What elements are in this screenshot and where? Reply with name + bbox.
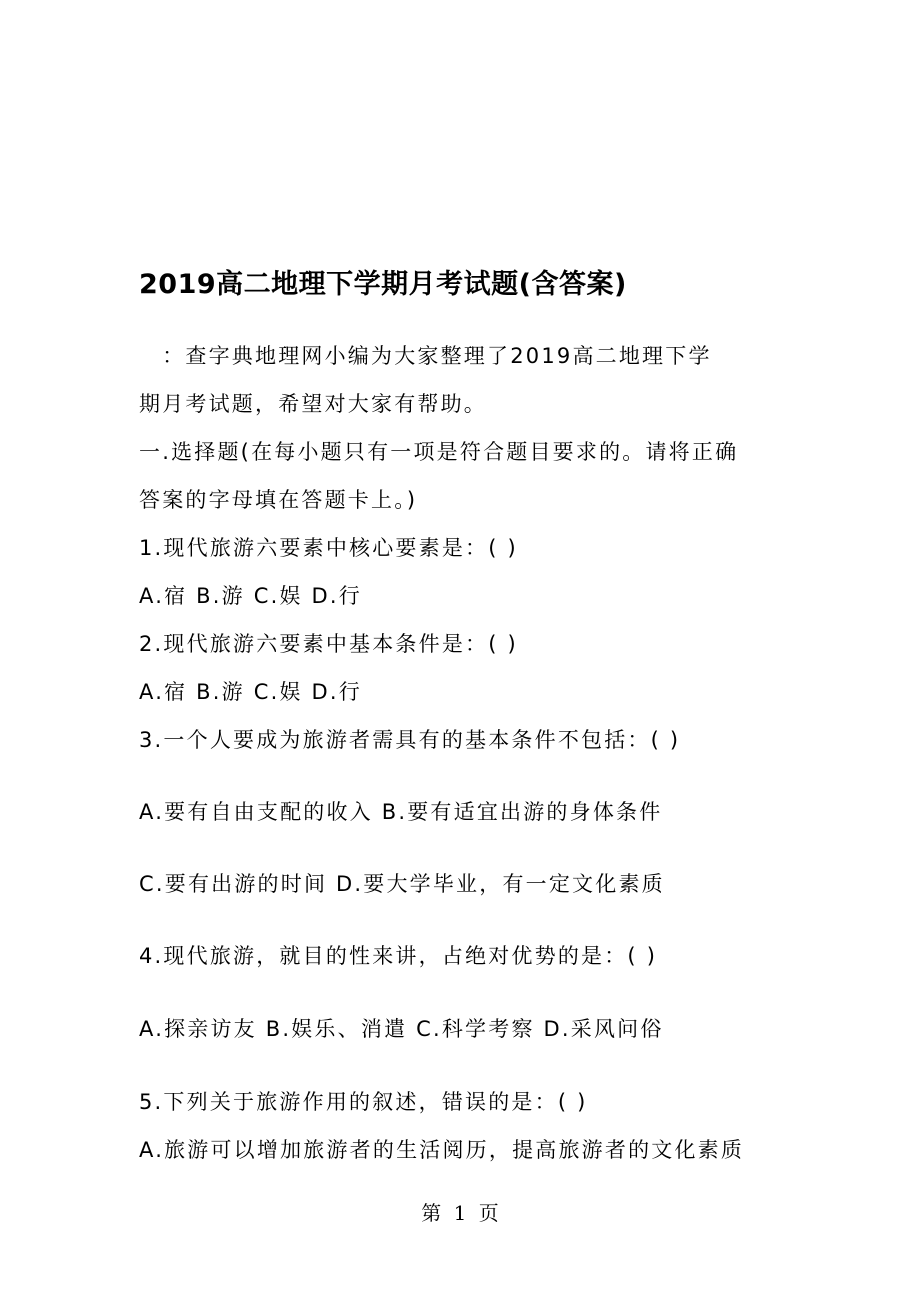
question-5-options: A.旅游可以增加旅游者的生活阅历，提高旅游者的文化素质 (139, 1138, 745, 1162)
question-4-stem: 4.现代旅游，就目的性来讲，占绝对优势的是：( ) (139, 944, 658, 968)
question-3-options-1: A.要有自由支配的收入 B.要有适宜出游的身体条件 (139, 800, 663, 824)
intro-line-2: 期月考试题，希望对大家有帮助。 (139, 392, 487, 416)
question-2-stem: 2.现代旅游六要素中基本条件是：( ) (139, 632, 518, 656)
question-1-stem: 1.现代旅游六要素中核心要素是：( ) (139, 536, 518, 560)
section-heading-line-1: 一.选择题(在每小题只有一项是符合题目要求的。请将正确 (139, 440, 739, 464)
question-3-options-2: C.要有出游的时间 D.要大学毕业，有一定文化素质 (139, 872, 665, 896)
question-1-options: A.宿 B.游 C.娱 D.行 (139, 584, 362, 608)
intro-line-1: ：查字典地理网小编为大家整理了2019高二地理下学 (139, 344, 712, 368)
question-2-options: A.宿 B.游 C.娱 D.行 (139, 680, 362, 704)
page-number: 第 1 页 (421, 1201, 499, 1225)
question-3-stem: 3.一个人要成为旅游者需具有的基本条件不包括：( ) (139, 728, 681, 752)
question-5-stem: 5.下列关于旅游作用的叙述，错误的是：( ) (139, 1090, 588, 1114)
question-4-options: A.探亲访友 B.娱乐、消遣 C.科学考察 D.采风问俗 (139, 1017, 664, 1041)
section-heading-line-2: 答案的字母填在答题卡上。) (139, 488, 418, 512)
document-title: 2019高二地理下学期月考试题(含答案) (139, 269, 627, 300)
